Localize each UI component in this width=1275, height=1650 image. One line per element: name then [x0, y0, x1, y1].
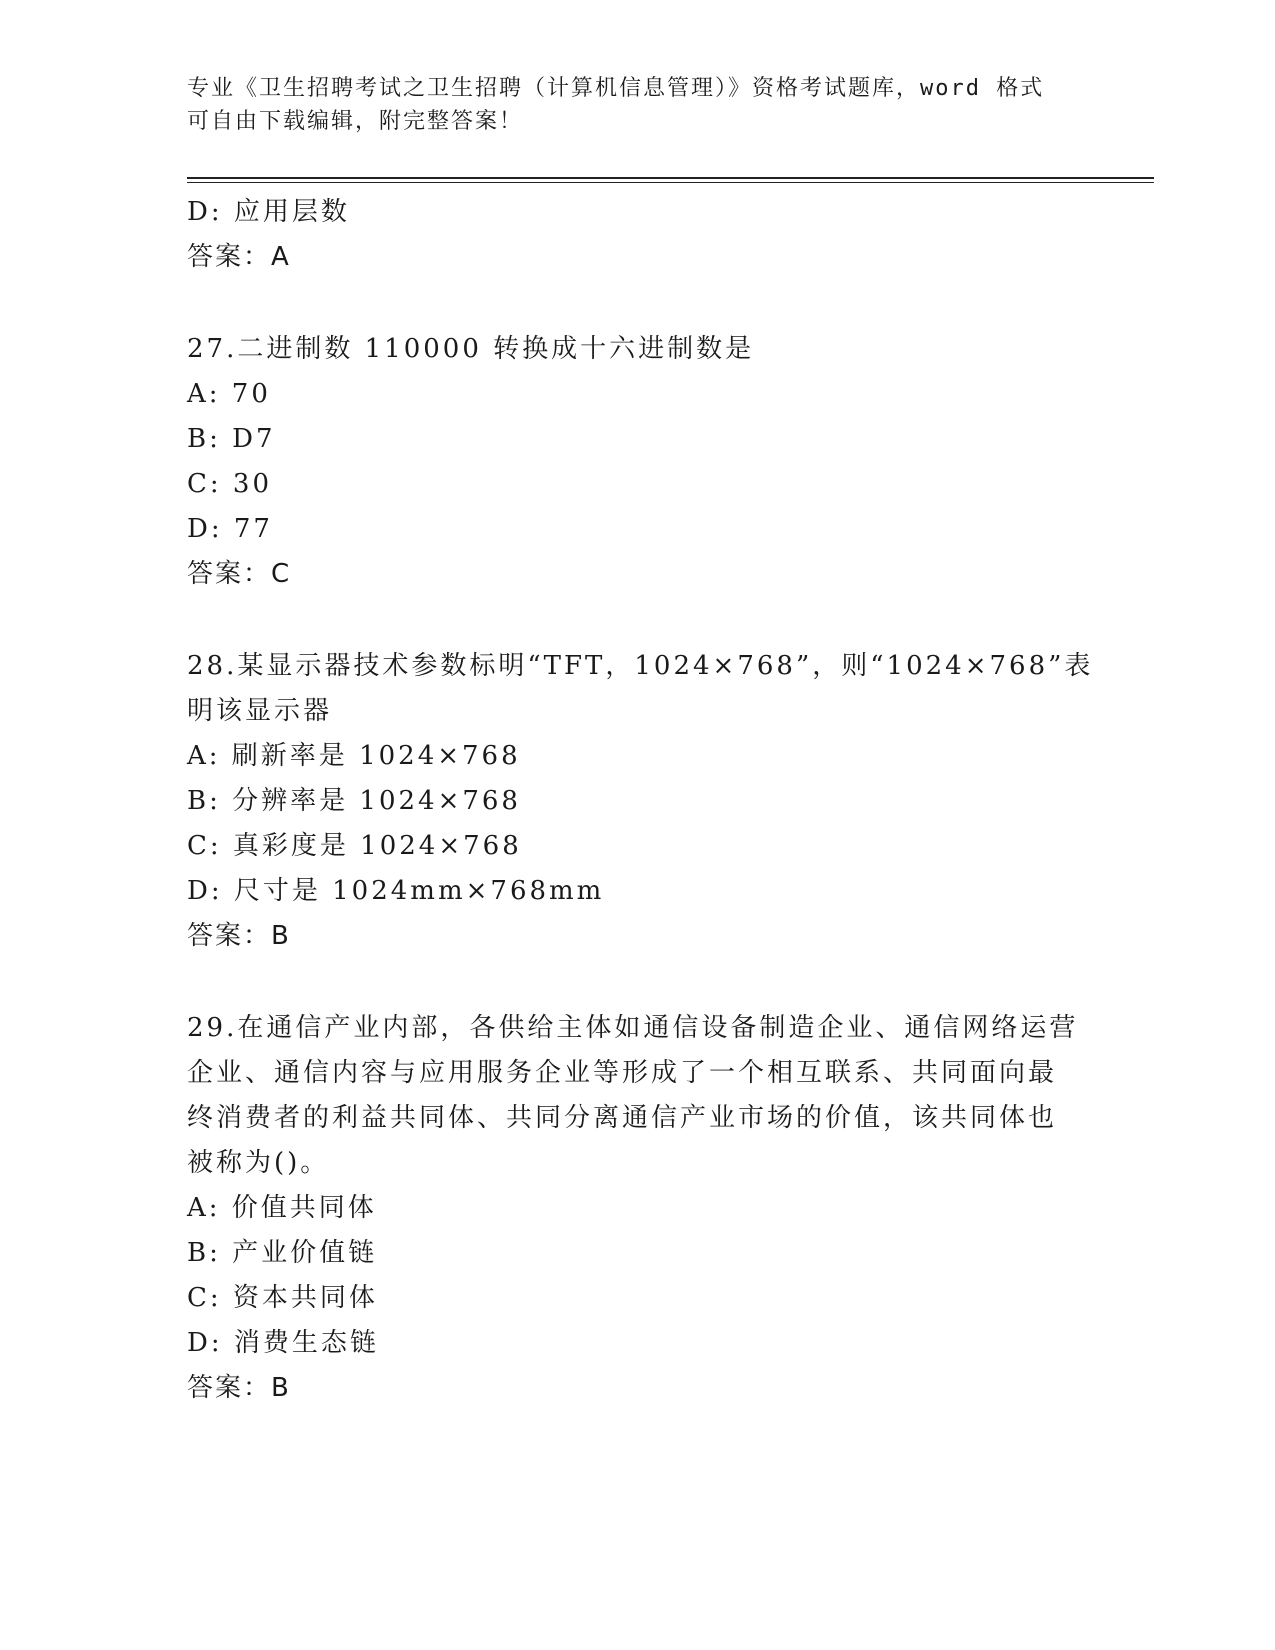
question-28: [187, 644, 1094, 959]
option-c: C: 资本共同体: [187, 1283, 378, 1313]
question-text: 企业、通信内容与应用服务企业等形成了一个相互联系、共同面向最: [187, 1058, 1058, 1088]
header-divider-thin: [187, 182, 1154, 183]
question-27: [187, 327, 1087, 597]
option-a: A: 70: [187, 379, 271, 409]
header-line-2: 可自由下载编辑，附完整答案！: [187, 109, 524, 134]
option-d: D: 消费生态链: [187, 1328, 379, 1358]
question-text: 明该显示器: [187, 696, 333, 726]
option-c: C: 30: [187, 469, 273, 499]
option-b: B: D7: [187, 424, 276, 454]
option-d: D: 尺寸是 1024mm×768mm: [187, 876, 605, 906]
document-body: [187, 190, 1094, 1411]
spacer: [187, 280, 1087, 327]
prev-option-d: D: 应用层数: [187, 197, 350, 227]
option-a: A: 刷新率是 1024×768: [187, 741, 521, 771]
answer: 答案：B: [187, 921, 291, 951]
answer: 答案：B: [187, 1373, 291, 1403]
header-line-1: 专业《卫生招聘考试之卫生招聘（计算机信息管理）》资格考试题库，word 格式: [187, 76, 1045, 101]
option-a: A: 价值共同体: [187, 1193, 377, 1223]
question-text: 29.在通信产业内部，各供给主体如通信设备制造企业、通信网络运营: [187, 1013, 1079, 1043]
question-text: 被称为()。: [187, 1148, 330, 1178]
spacer: [187, 597, 1087, 644]
option-b: B: 分辨率是 1024×768: [187, 786, 521, 816]
document-header: [187, 72, 1067, 138]
header-divider-thick: [187, 177, 1154, 179]
spacer: [187, 959, 1087, 1006]
option-c: C: 真彩度是 1024×768: [187, 831, 522, 861]
question-29: [187, 1006, 1087, 1411]
answer: 答案：C: [187, 559, 292, 589]
question-text: 27.二进制数 110000 转换成十六进制数是: [187, 334, 755, 364]
prev-answer: 答案：A: [187, 242, 291, 272]
question-text: 28.某显示器技术参数标明“TFT，1024×768”，则“1024×768”表: [187, 651, 1094, 681]
question-text: 终消费者的利益共同体、共同分离通信产业市场的价值，该共同体也: [187, 1103, 1058, 1133]
option-b: B: 产业价值链: [187, 1238, 378, 1268]
option-d: D: 77: [187, 514, 273, 544]
